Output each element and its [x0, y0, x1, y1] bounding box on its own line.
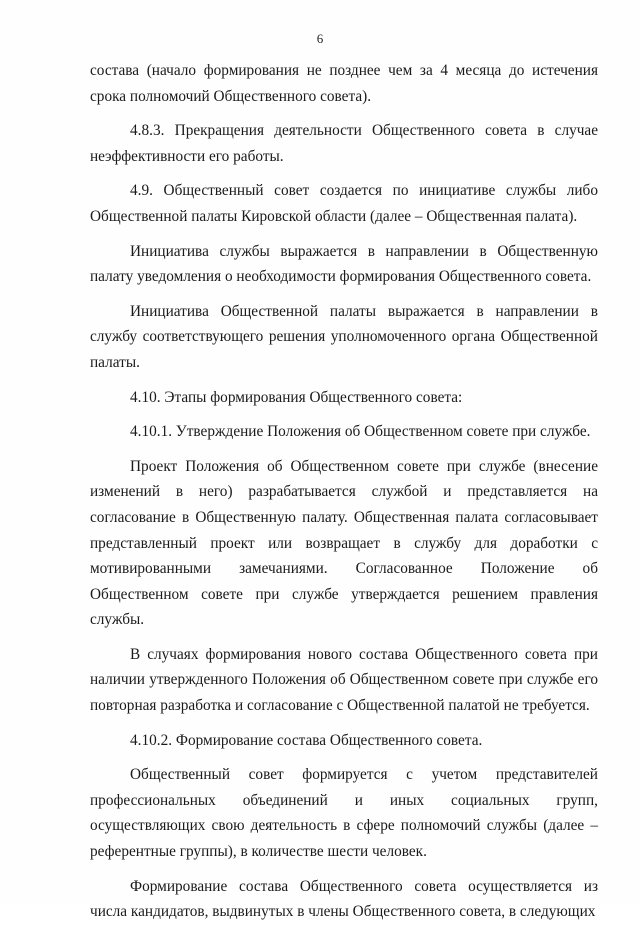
paragraph-chamber-initiative: Инициатива Общественной палаты выражается в направлении в службу соответствующего решения уполномоченного органа Общественной палаты.	[90, 302, 598, 371]
page-number: 6	[316, 31, 324, 46]
paragraph-4-10: 4.10. Этапы формирования Общественного совета:	[130, 388, 463, 406]
paragraph-4-8-3: 4.8.3. Прекращения деятельности Общественного совета в случае неэффективности его работы.	[90, 122, 598, 165]
paragraph-4-10-2: 4.10.2. Формирование состава Общественного совета.	[130, 731, 483, 749]
document-body	[90, 58, 598, 925]
paragraph-draft-regulation: Проект Положения об Общественном совете при службе (внесение изменений в него) разрабатывается службой и представляется на согласование в Общественную палату. Общественная палата согласовывает представленный проект или возвращает в службу для доработки с мотивированными замечаниями. Согласованное Положение об Общественном совете при службе утверждается решением правления службы.	[90, 457, 598, 629]
paragraph-4-10-1: 4.10.1. Утверждение Положения об Общественном совете при службе.	[130, 423, 591, 441]
paragraph-4-9: 4.9. Общественный совет создается по инициативе службы либо Общественной палаты Кировской области (далее – Общественная палата).	[90, 182, 598, 225]
paragraph-new-composition: В случаях формирования нового состава Общественного совета при наличии утвержденного Положения об Общественном совете при службе его повторная разработка и согласование с Общественной палатой не требуется.	[90, 645, 598, 715]
paragraph-service-initiative: Инициатива службы выражается в направлении в Общественную палату уведомления о необходимости формирования Общественного совета.	[90, 242, 598, 286]
paragraph-continuation: состава (начало формирования не позднее чем за 4 месяца до истечения срока полномочий Общественного совета).	[90, 62, 598, 105]
paragraph-reference-groups: Общественный совет формируется с учетом представителей профессиональных объединений и иных социальных групп, осуществляющих свою деятельность в сфере полномочий службы (далее – референтные группы), в количестве шести человек.	[90, 766, 598, 861]
paragraph-candidates: Формирование состава Общественного совета осуществляется из числа кандидатов, выдвинутых в члены Общественного совета, в следующих	[90, 877, 598, 921]
